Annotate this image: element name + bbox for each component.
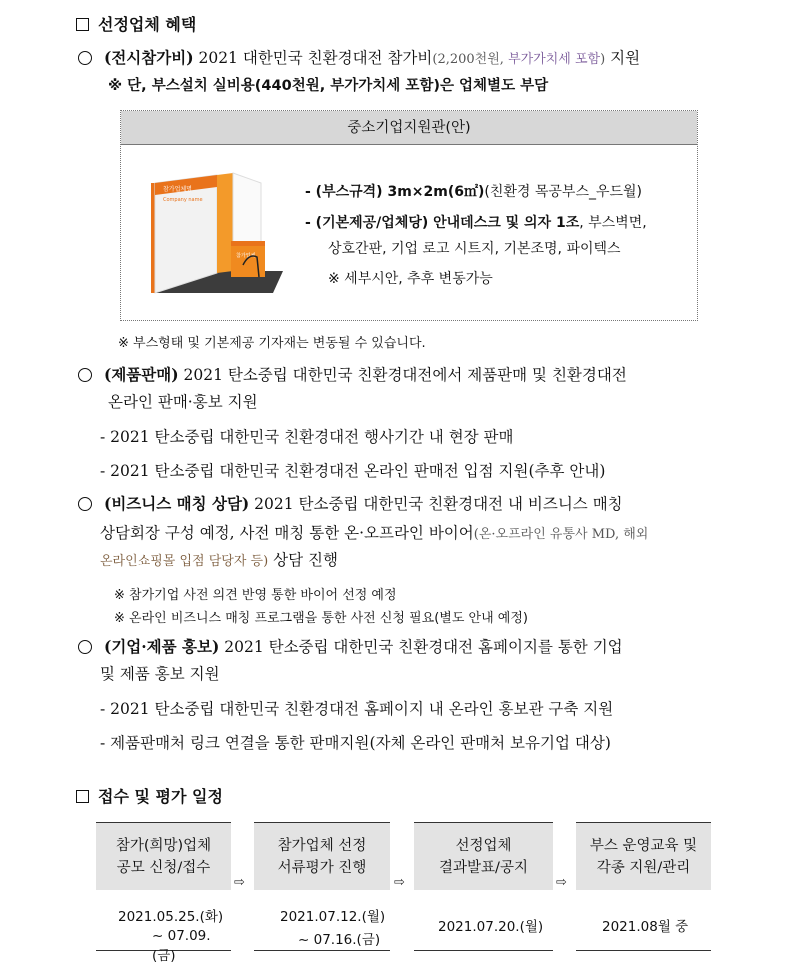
checkbox-square-icon — [76, 18, 89, 31]
sales-detail-2: - 2021 탄소중립 대한민국 친환경대전 온라인 판매전 입점 지원(추후 안내) — [100, 462, 606, 480]
schedule-date-1: 2021.05.25.(화) ~ 07.09.(금) — [96, 895, 231, 951]
booth-corner-panel — [217, 173, 233, 273]
promo-detail-2: - 제품판매처 링크 연결을 통한 판매지원(자체 온라인 판매처 보유기업 대상) — [100, 734, 611, 752]
schedule-step-4: 부스 운영교육 및 각종 지원/관리 — [576, 822, 711, 890]
promo-detail-1: - 2021 탄소중립 대한민국 친환경대전 홈페이지 내 온라인 홍보관 구축 지원 — [100, 700, 614, 718]
bullet-product-sales: (제품판매) 2021 탄소중립 대한민국 친환경대전에서 제품판매 및 친환경대전 — [78, 363, 720, 385]
booth-spec: - (부스규격) 3m×2m(6㎡)(친환경 목공부스_우드월) — [305, 184, 643, 200]
booth-provided: - (기본제공/업체당) 안내데스크 및 의자 1조, 부스벽면, — [305, 215, 647, 231]
booth-cost-note: ※ 단, 부스설치 실비용(440천원, 부가가치세 포함)은 업체별도 부담 — [108, 78, 549, 94]
arrow-right-icon: ⇨ — [234, 875, 245, 890]
biz-line2: 상담회장 구성 예정, 사전 매칭 통한 온·오프라인 바이어(온·오프라인 유통사 MD, 해외 — [100, 524, 649, 542]
schedule-step-1: 참가(희망)업체 공모 신청/접수 — [96, 822, 231, 890]
circle-bullet-icon — [78, 640, 92, 654]
booth-info-box — [120, 110, 698, 321]
circle-bullet-icon — [78, 51, 92, 65]
booth-sign-sub: Company name — [163, 197, 203, 203]
circle-bullet-icon — [78, 368, 92, 382]
sales-line2: 온라인 판매·홍보 지원 — [108, 393, 258, 411]
schedule-step-2: 참가업체 선정 서류평가 진행 — [254, 822, 390, 890]
booth-provided-line2: 상호간판, 기업 로고 시트지, 기본조명, 파이텍스 — [328, 241, 621, 257]
booth-box-header: 중소기업지원관(안) — [121, 111, 697, 145]
biz-note-1: ※ 참가기업 사전 의견 반영 통한 바이어 선정 예정 — [114, 588, 397, 603]
booth-sign-text: 참가업체명 — [163, 186, 192, 193]
booth-footnote: ※ 부스형태 및 기본제공 기자재는 변동될 수 있습니다. — [118, 336, 426, 351]
sales-detail-1: - 2021 탄소중립 대한민국 친환경대전 행사기간 내 현장 판매 — [100, 428, 514, 446]
booth-desk — [231, 245, 265, 277]
booth-desk-label: 참가업체 — [236, 253, 256, 259]
circle-bullet-icon — [78, 497, 92, 511]
section-title-benefits: 선정업체 혜택 — [76, 12, 196, 35]
schedule-date-4: 2021.08월 중 — [576, 895, 711, 951]
schedule-date-2: 2021.07.12.(월) ~ 07.16.(금) — [254, 895, 390, 951]
schedule-date-3: 2021.07.20.(월) — [414, 895, 553, 951]
checkbox-square-icon — [76, 790, 89, 803]
bullet-promotion: (기업·제품 홍보) 2021 탄소중립 대한민국 친환경대전 홈페이지를 통한 기업 — [78, 635, 623, 657]
section-title-schedule: 접수 및 평가 일정 — [76, 784, 223, 807]
booth-illustration — [133, 153, 303, 313]
arrow-right-icon: ⇨ — [394, 875, 405, 890]
schedule-step-3: 선정업체 결과발표/공지 — [414, 822, 553, 890]
bullet-business-matching: (비즈니스 매칭 상담) 2021 탄소중립 대한민국 친환경대전 내 비즈니스 매칭 — [78, 492, 623, 514]
booth-note: ※ 세부시안, 추후 변동가능 — [328, 271, 493, 287]
arrow-right-icon: ⇨ — [556, 875, 567, 890]
booth-left-post — [151, 183, 155, 293]
bullet-exhibition-fee: (전시참가비) 2021 대한민국 친환경대전 참가비(2,200천원, 부가가치세 포함) 지원 — [78, 46, 640, 68]
biz-note-2: ※ 온라인 비즈니스 매칭 프로그램을 통한 사전 신청 필요(별도 안내 예정) — [114, 611, 528, 626]
biz-line3: 온라인쇼핑몰 입점 담당자 등) 상담 진행 — [100, 551, 338, 569]
promo-line2: 및 제품 홍보 지원 — [100, 665, 220, 683]
